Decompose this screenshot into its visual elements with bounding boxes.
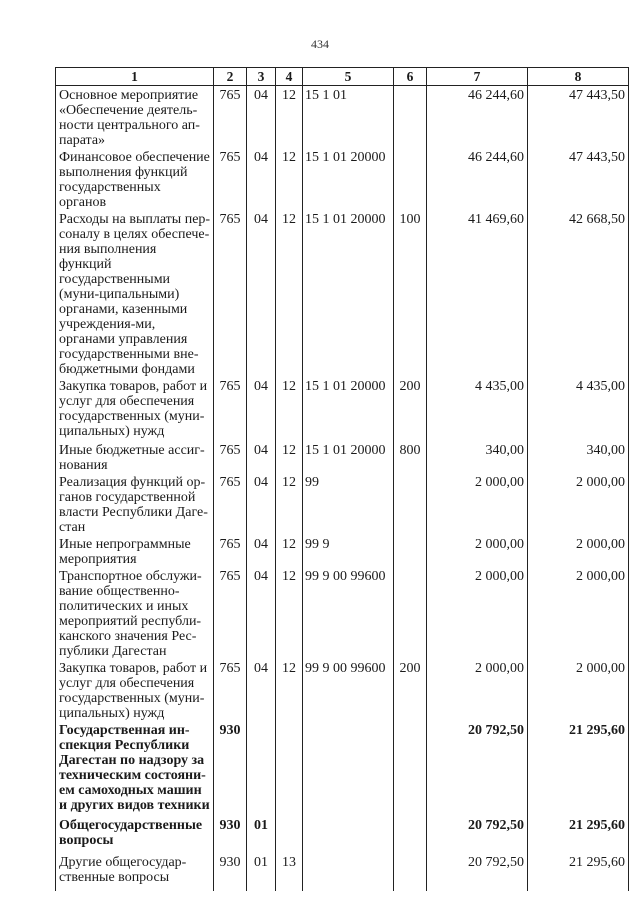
table-row (56, 473, 629, 535)
cell-target-article (303, 721, 394, 816)
cell-amount-year-2: 2 000,00 (528, 473, 629, 535)
row-name: Транспортное обслужи-вание общественно-политических и иных мероприятий республи-канского значения Рес-публики Дагестан (56, 567, 214, 659)
cell-target-article: 99 9 (303, 535, 394, 567)
row-name: Другие общегосудар-ственные вопросы (56, 853, 214, 891)
cell-ministry-code: 930 (214, 853, 247, 891)
table-row (56, 441, 629, 473)
column-header: 3 (247, 68, 276, 86)
cell-ministry-code: 765 (214, 210, 247, 377)
column-header: 8 (528, 68, 629, 86)
cell-subsection: 12 (276, 148, 303, 210)
table-row (56, 86, 629, 149)
cell-section: 04 (247, 210, 276, 377)
cell-subsection: 12 (276, 535, 303, 567)
cell-section: 01 (247, 853, 276, 891)
cell-subsection: 12 (276, 567, 303, 659)
cell-ministry-code: 765 (214, 535, 247, 567)
cell-amount-year-1: 20 792,50 (427, 721, 528, 816)
row-name: Иные непрограммные мероприятия (56, 535, 214, 567)
cell-expense-type: 800 (394, 441, 427, 473)
cell-amount-year-1: 20 792,50 (427, 816, 528, 853)
cell-ministry-code: 765 (214, 473, 247, 535)
cell-expense-type (394, 816, 427, 853)
cell-expense-type (394, 853, 427, 891)
cell-expense-type: 100 (394, 210, 427, 377)
cell-ministry-code: 765 (214, 86, 247, 149)
cell-target-article: 99 (303, 473, 394, 535)
row-name: Финансовое обеспечение выполнения функций государственных органов (56, 148, 214, 210)
table-row (56, 567, 629, 659)
table-row (56, 659, 629, 721)
column-header: 6 (394, 68, 427, 86)
cell-subsection: 12 (276, 441, 303, 473)
cell-subsection: 13 (276, 853, 303, 891)
cell-target-article (303, 816, 394, 853)
row-name: Закупка товаров, работ и услуг для обеспечения государственных (муни-ципальных) нужд (56, 377, 214, 441)
page-number: 434 (311, 37, 329, 51)
cell-ministry-code: 930 (214, 721, 247, 816)
table-row (56, 377, 629, 441)
table-row (56, 853, 629, 891)
cell-section: 04 (247, 659, 276, 721)
cell-amount-year-2: 21 295,60 (528, 853, 629, 891)
row-name: Расходы на выплаты пер-соналу в целях обеспече-ния выполнения функций государственными (муни-ципальными) органами, казенными учреждения-ми, органами управления государственными вне-бюджетными фондами (56, 210, 214, 377)
cell-expense-type (394, 86, 427, 149)
cell-amount-year-1: 2 000,00 (427, 567, 528, 659)
cell-ministry-code: 930 (214, 816, 247, 853)
row-name: Основное мероприятие «Обеспечение деятель-ности центрального ап-парата» (56, 86, 214, 149)
cell-subsection: 12 (276, 473, 303, 535)
cell-amount-year-2: 2 000,00 (528, 535, 629, 567)
cell-expense-type: 200 (394, 377, 427, 441)
cell-subsection: 12 (276, 210, 303, 377)
cell-section: 04 (247, 377, 276, 441)
cell-section (247, 721, 276, 816)
cell-subsection (276, 721, 303, 816)
cell-ministry-code: 765 (214, 659, 247, 721)
cell-amount-year-2: 2 000,00 (528, 659, 629, 721)
cell-subsection (276, 816, 303, 853)
cell-ministry-code: 765 (214, 567, 247, 659)
cell-section: 04 (247, 148, 276, 210)
cell-amount-year-2: 42 668,50 (528, 210, 629, 377)
table-row (56, 210, 629, 377)
cell-subsection: 12 (276, 377, 303, 441)
cell-amount-year-1: 2 000,00 (427, 535, 528, 567)
cell-target-article: 15 1 01 20000 (303, 441, 394, 473)
cell-section: 04 (247, 473, 276, 535)
table-row (56, 148, 629, 210)
cell-section: 04 (247, 441, 276, 473)
table-body (56, 86, 629, 892)
row-name: Реализация функций ор-ганов государственной власти Республики Даге-стан (56, 473, 214, 535)
column-header: 1 (56, 68, 214, 86)
row-name: Иные бюджетные ассиг-нования (56, 441, 214, 473)
cell-ministry-code: 765 (214, 377, 247, 441)
cell-amount-year-2: 2 000,00 (528, 567, 629, 659)
table-row (56, 535, 629, 567)
cell-section: 04 (247, 567, 276, 659)
cell-target-article: 15 1 01 20000 (303, 377, 394, 441)
cell-amount-year-1: 46 244,60 (427, 86, 528, 149)
cell-amount-year-1: 46 244,60 (427, 148, 528, 210)
column-header: 2 (214, 68, 247, 86)
row-name: Общегосударственные вопросы (56, 816, 214, 853)
cell-ministry-code: 765 (214, 148, 247, 210)
cell-expense-type (394, 567, 427, 659)
cell-target-article: 15 1 01 (303, 86, 394, 149)
cell-expense-type (394, 721, 427, 816)
cell-target-article: 15 1 01 20000 (303, 210, 394, 377)
cell-subsection: 12 (276, 659, 303, 721)
cell-amount-year-2: 4 435,00 (528, 377, 629, 441)
cell-section: 04 (247, 535, 276, 567)
header-row (56, 68, 629, 86)
cell-section: 01 (247, 816, 276, 853)
cell-section: 04 (247, 86, 276, 149)
row-name: Закупка товаров, работ и услуг для обеспечения государственных (муни-ципальных) нужд (56, 659, 214, 721)
cell-amount-year-1: 20 792,50 (427, 853, 528, 891)
row-name: Государственная ин-спекция Республики Дагестан по надзору за техническим состояни-ем самоходных машин и других видов техники (56, 721, 214, 816)
cell-target-article (303, 853, 394, 891)
cell-target-article: 99 9 00 99600 (303, 659, 394, 721)
cell-target-article: 15 1 01 20000 (303, 148, 394, 210)
cell-amount-year-1: 41 469,60 (427, 210, 528, 377)
cell-amount-year-2: 340,00 (528, 441, 629, 473)
cell-amount-year-1: 340,00 (427, 441, 528, 473)
cell-amount-year-2: 21 295,60 (528, 721, 629, 816)
cell-target-article: 99 9 00 99600 (303, 567, 394, 659)
cell-expense-type (394, 148, 427, 210)
budget-table (55, 67, 629, 891)
cell-amount-year-2: 47 443,50 (528, 86, 629, 149)
column-header: 7 (427, 68, 528, 86)
column-header: 4 (276, 68, 303, 86)
cell-subsection: 12 (276, 86, 303, 149)
cell-expense-type: 200 (394, 659, 427, 721)
cell-amount-year-1: 2 000,00 (427, 659, 528, 721)
cell-ministry-code: 765 (214, 441, 247, 473)
cell-expense-type (394, 535, 427, 567)
column-header: 5 (303, 68, 394, 86)
table-row (56, 721, 629, 816)
cell-amount-year-2: 21 295,60 (528, 816, 629, 853)
cell-amount-year-2: 47 443,50 (528, 148, 629, 210)
cell-amount-year-1: 4 435,00 (427, 377, 528, 441)
cell-expense-type (394, 473, 427, 535)
cell-amount-year-1: 2 000,00 (427, 473, 528, 535)
table-row (56, 816, 629, 853)
